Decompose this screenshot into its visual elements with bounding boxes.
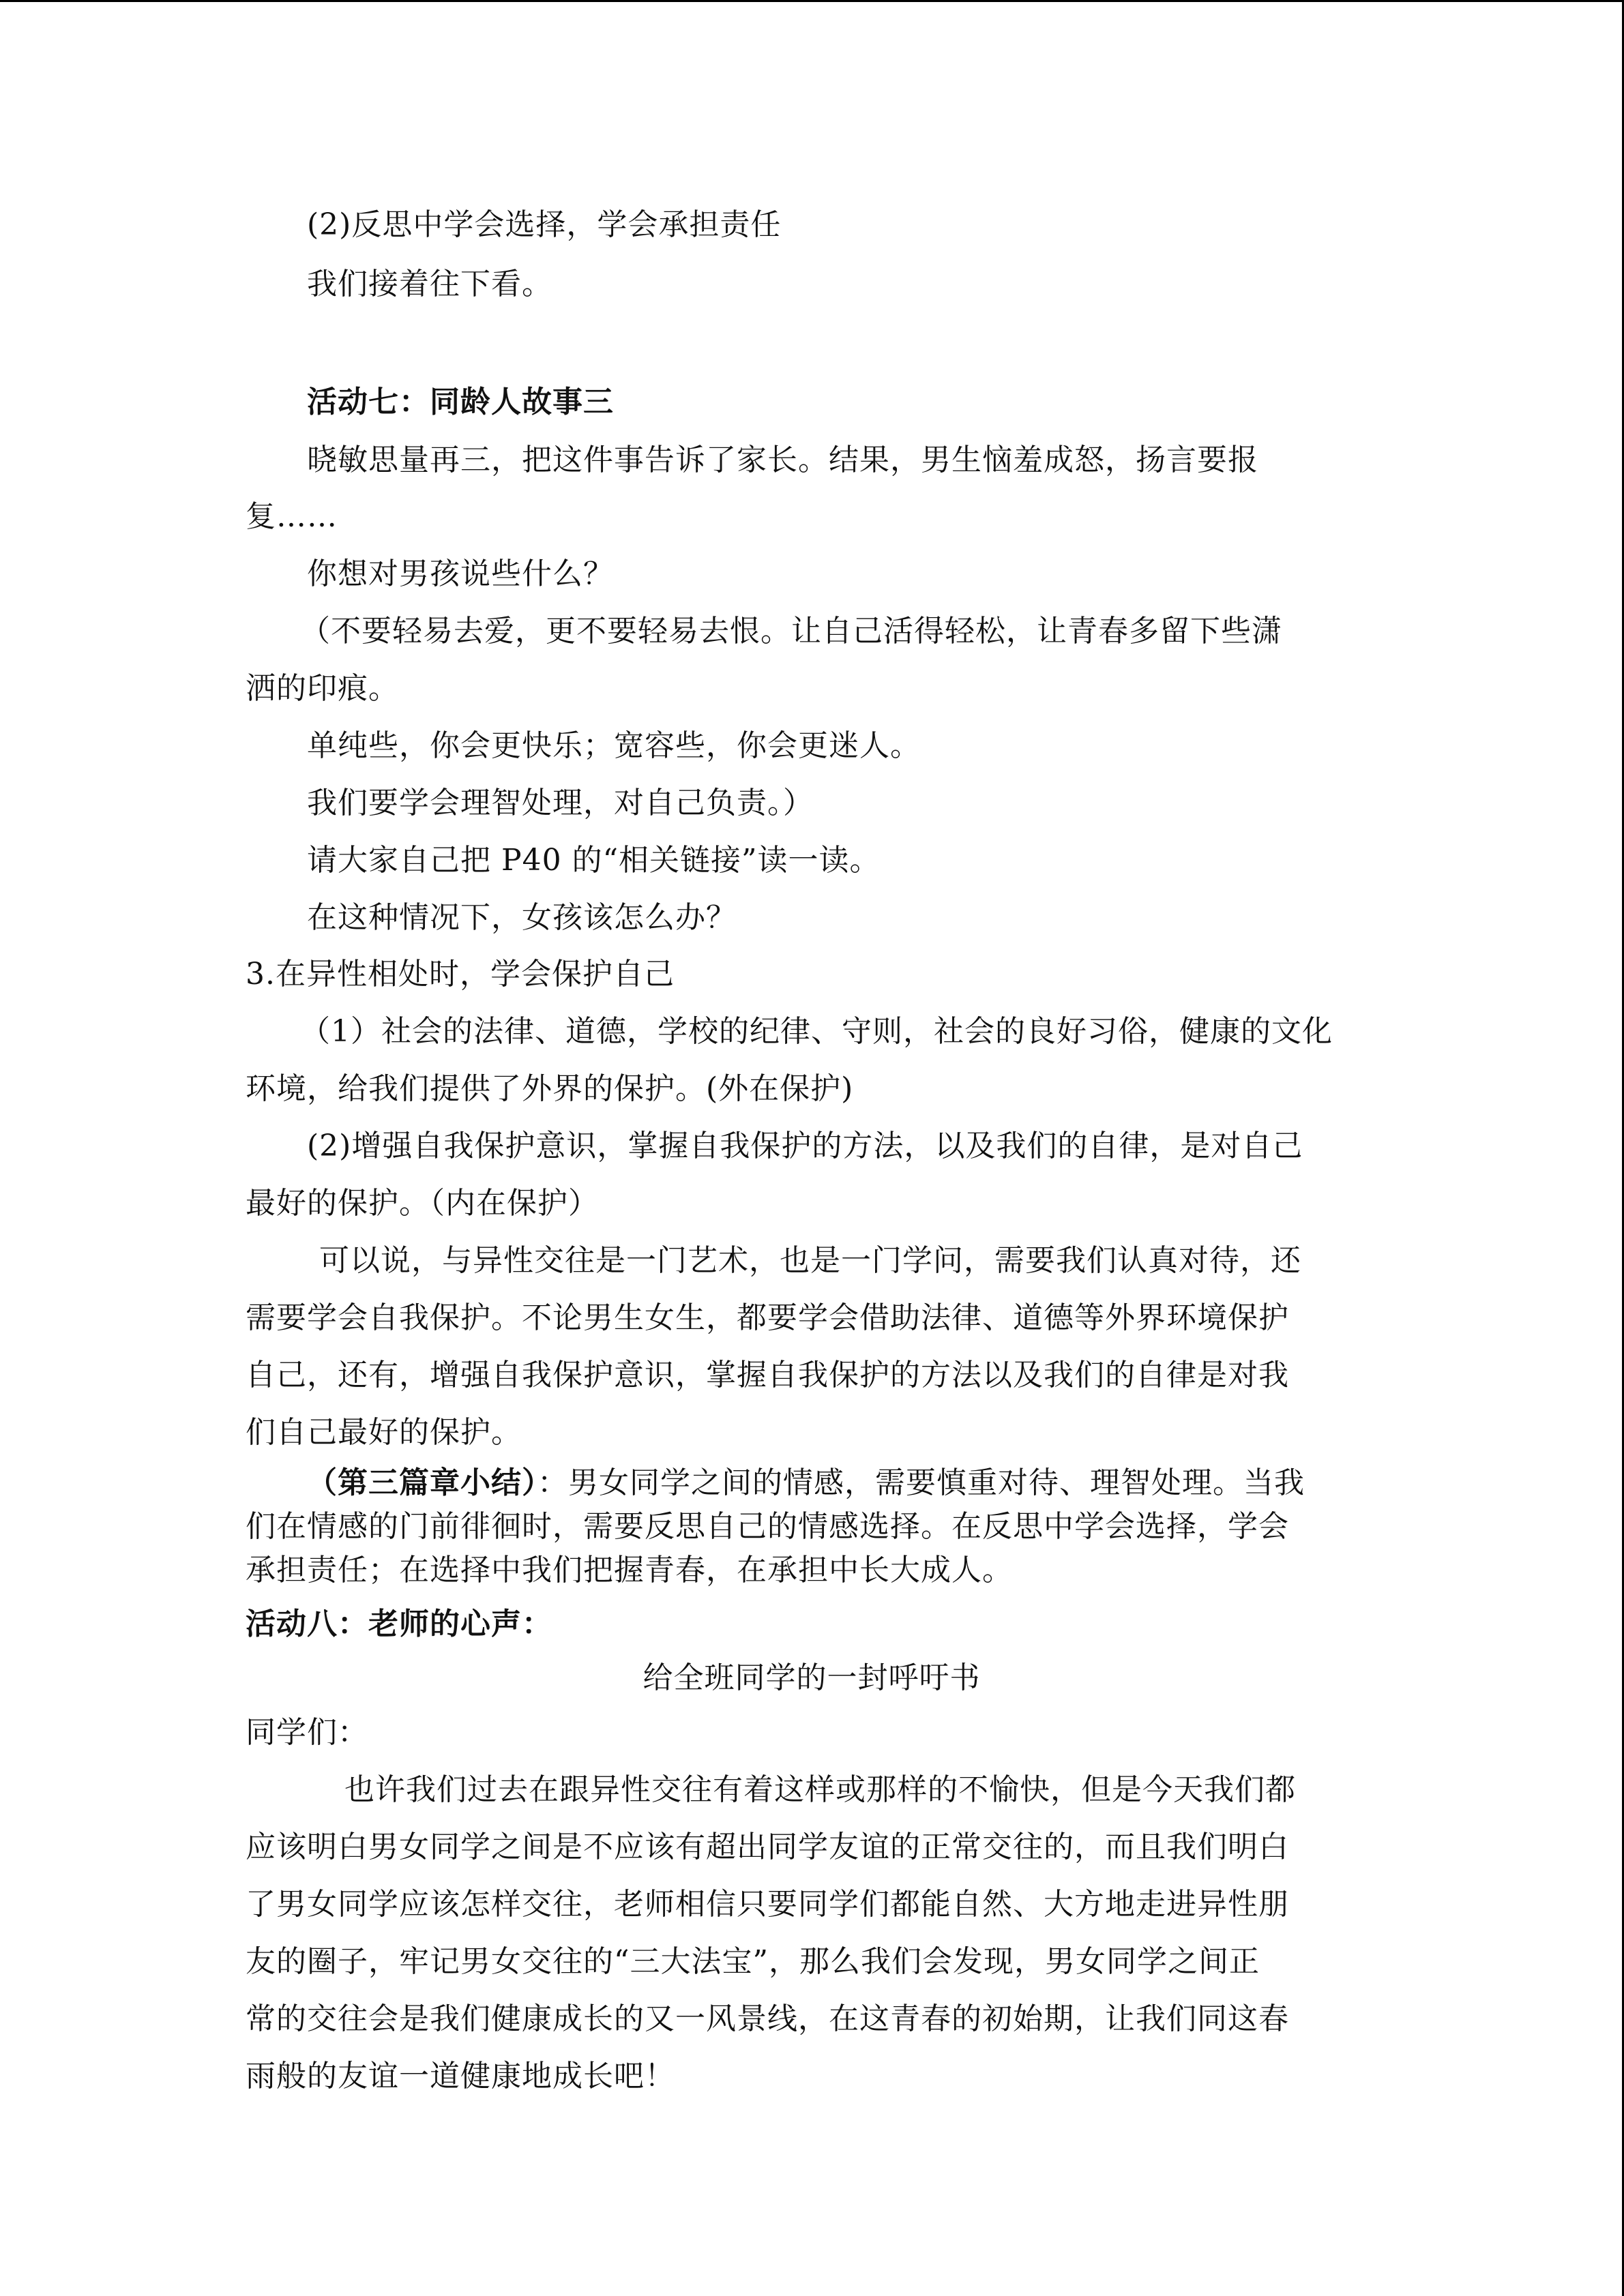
page-top-border (0, 0, 1624, 2)
story-line-2: 复…… (246, 499, 338, 534)
reading-instruction: 请大家自己把 P40 的“相关链接”读一读。 (307, 843, 881, 878)
answer-line-2: 洒的印痕。 (246, 671, 399, 706)
summary-paragraph-line-3: 自己，还有，增强自我保护意识，掌握自我保护的方法以及我们的自律是对我 (246, 1358, 1289, 1392)
external-protection-line-2: 环境，给我们提供了外界的保护。(外在保护) (246, 1071, 854, 1106)
external-protection-line-1: （1）社会的法律、道德，学校的纪律、守则，社会的良好习俗，健康的文化 (300, 1014, 1333, 1049)
summary-paragraph-line-1: 可以说，与异性交往是一门艺术，也是一门学问，需要我们认真对待，还 (319, 1243, 1301, 1278)
letter-line-3: 了男女同学应该怎样交往，老师相信只要同学们都能自然、大方地走进异性朋 (246, 1887, 1289, 1922)
section-three-heading: 3.在异性相处时，学会保护自己 (246, 957, 675, 992)
summary-paragraph-line-4: 们自己最好的保护。 (246, 1415, 522, 1450)
letter-line-2: 应该明白男女同学之间是不应该有超出同学友谊的正常交往的，而且我们明白 (246, 1830, 1289, 1864)
story-line-1: 晓敏思量再三，把这件事告诉了家长。结果，男生恼羞成怒，扬言要报 (307, 443, 1258, 477)
letter-line-1: 也许我们过去在跟异性交往有着这样或那样的不愉快，但是今天我们都 (344, 1772, 1296, 1807)
letter-line-6: 雨般的友谊一道健康地成长吧！ (246, 2059, 675, 2093)
letter-line-5: 常的交往会是我们健康成长的又一风景线，在这青春的初始期，让我们同这春 (246, 2001, 1289, 2036)
answer-line-1: （不要轻易去爱，更不要轻易去恨。让自己活得轻松，让青春多留下些潇 (300, 614, 1282, 648)
answer-line-4: 我们要学会理智处理，对自己负责。） (307, 786, 814, 820)
internal-protection-line-2: 最好的保护。（内在保护） (246, 1186, 599, 1221)
question-to-girl: 在这种情况下，女孩该怎么办？ (307, 900, 737, 935)
letter-line-4: 友的圈子，牢记男女交往的“三大法宝”，那么我们会发现，男女同学之间正 (246, 1944, 1260, 1979)
question-to-boy: 你想对男孩说些什么？ (307, 556, 614, 591)
chapter-summary-line-2: 们在情感的门前徘徊时，需要反思自己的情感选择。在反思中学会选择，学会 (246, 1509, 1289, 1544)
chapter-summary-line-1 (307, 1463, 1305, 1504)
activity-seven-heading: 活动七：同龄人故事三 (307, 385, 614, 419)
answer-line-3: 单纯些，你会更快乐；宽容些，你会更迷人。 (307, 728, 921, 763)
chapter-summary-text: ：男女同学之间的情感，需要慎重对待、理智处理。当我 (537, 1465, 1305, 1500)
letter-title: 给全班同学的一封呼吁书 (643, 1660, 981, 1695)
internal-protection-line-1: (2)增强自我保护意识，掌握自我保护的方法，以及我们的自律，是对自己 (307, 1129, 1303, 1163)
chapter-summary-line-3: 承担责任；在选择中我们把握青春，在承担中长大成人。 (246, 1553, 1013, 1587)
chapter-summary-label: （第三篇章小结） (307, 1465, 537, 1500)
letter-salutation: 同学们： (246, 1715, 368, 1750)
activity-eight-heading: 活动八：老师的心声： (246, 1607, 552, 1641)
summary-paragraph-line-2: 需要学会自我保护。不论男生女生，都要学会借助法律、道德等外界环境保护 (246, 1300, 1289, 1335)
sub-heading-reflect-choose: (2)反思中学会选择，学会承担责任 (307, 207, 782, 242)
paragraph-continue: 我们接着往下看。 (307, 267, 552, 301)
